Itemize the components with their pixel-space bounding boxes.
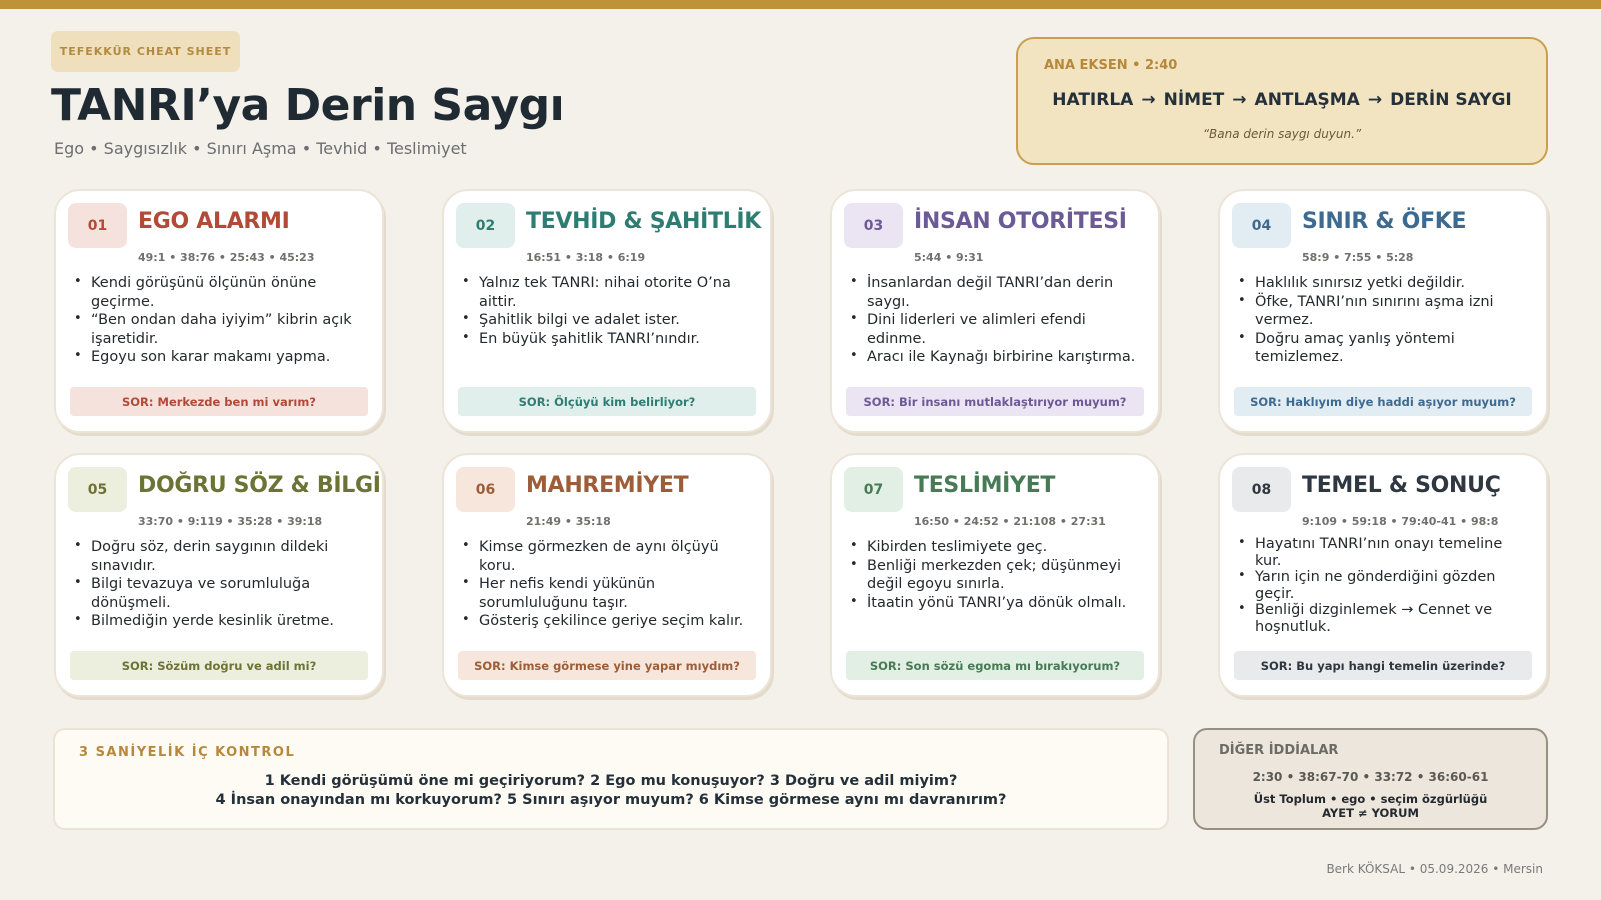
card-references: 58:9 • 7:55 • 5:28 — [1302, 251, 1414, 264]
list-item: • Kendi görüşünü ölçünün önüne geçirme. — [74, 274, 364, 311]
arrow-right-icon: → — [1141, 90, 1156, 110]
axis-flow — [1018, 90, 1546, 110]
card-bullet-list — [1238, 274, 1528, 367]
card-title: MAHREMİYET — [526, 473, 689, 498]
card-number-badge: 08 — [1232, 467, 1291, 512]
list-item: • Öfke, TANRI’nın sınırını aşma izni vermez. — [1238, 293, 1528, 330]
card-title: TESLİMİYET — [914, 473, 1056, 498]
list-item: • Bilmediğin yerde kesinlik üretme. — [74, 612, 364, 631]
other-claims-label: DİĞER İDDİALAR — [1219, 743, 1339, 758]
list-item: • “Ben ondan daha iyiyim” kibrin açık işaretidir. — [74, 311, 364, 348]
card-references: 21:49 • 35:18 — [526, 515, 611, 528]
axis-step: ANTLAŞMA — [1254, 90, 1360, 110]
card-references: 9:109 • 59:18 • 79:40-41 • 98:8 — [1302, 515, 1499, 528]
card-title: SINIR & ÖFKE — [1302, 209, 1467, 234]
axis-step: NİMET — [1163, 90, 1225, 110]
card-title: EGO ALARMI — [138, 209, 290, 234]
list-item: • Aracı ile Kaynağı birbirine karıştırma. — [850, 348, 1140, 367]
card-bullet-list — [850, 538, 1140, 612]
card-number-badge: 02 — [456, 203, 515, 248]
card-temel-sonuc — [1218, 453, 1548, 697]
quick-check-label: 3 SANİYELİK İÇ KONTROL — [79, 745, 296, 760]
card-title: DOĞRU SÖZ & BİLGİ — [138, 473, 381, 498]
list-item: • Her nefis kendi yükünün sorumluluğunu taşır. — [462, 575, 752, 612]
list-item: • İtaatin yönü TANRI’ya dönük olmalı. — [850, 594, 1140, 613]
card-number-badge: 01 — [68, 203, 127, 248]
card-bullet-list — [850, 274, 1140, 367]
arrow-right-icon: → — [1367, 90, 1383, 110]
card-bullet-list — [462, 538, 752, 631]
other-claims-references: 2:30 • 38:67-70 • 33:72 • 36:60-61 — [1252, 770, 1489, 784]
card-number-badge: 07 — [844, 467, 903, 512]
list-item: • Doğru söz, derin saygının dildeki sınavıdır. — [74, 538, 364, 575]
card-number-badge: 03 — [844, 203, 903, 248]
page-subtitle: Ego • Saygısızlık • Sınırı Aşma • Tevhid • Teslimiyet — [54, 139, 467, 158]
card-question: SOR: Sözüm doğru ve adil mi? — [70, 651, 368, 680]
quick-check-line: 4 İnsan onayından mı korkuyorum? 5 Sınırı aşıyor muyum? 6 Kimse görmese aynı mı davranırım? — [215, 792, 1007, 808]
card-question: SOR: Bu yapı hangi temelin üzerinde? — [1234, 651, 1532, 680]
card-question: SOR: Kimse görmese yine yapar mıydım? — [458, 651, 756, 680]
card-title: TEVHİD & ŞAHİTLİK — [526, 209, 762, 234]
list-item: • Yarın için ne gönderdiğini gözden geçir. — [1238, 569, 1528, 602]
card-question: SOR: Son sözü egoma mı bırakıyorum? — [846, 651, 1144, 680]
quick-check-line: 1 Kendi görüşümü öne mi geçiriyorum? 2 Ego mu konuşuyor? 3 Doğru ve adil miyim? — [264, 773, 958, 789]
list-item: • En büyük şahitlik TANRI’nındır. — [462, 330, 752, 349]
other-claims-text — [1195, 792, 1546, 820]
quick-check-panel — [53, 728, 1169, 830]
axis-label: ANA EKSEN • 2:40 — [1044, 58, 1178, 73]
list-item: • Kimse görmezken de aynı ölçüyü koru. — [462, 538, 752, 575]
list-item: • Hayatını TANRI’nın onayı temeline kur. — [1238, 536, 1528, 569]
list-item: • Egoyu son karar makamı yapma. — [74, 348, 364, 367]
list-item: • Şahitlik bilgi ve adalet ister. — [462, 311, 752, 330]
arrow-right-icon: → — [1232, 90, 1247, 110]
card-number-badge: 05 — [68, 467, 127, 512]
axis-quote: “Bana derin saygı duyun.” — [1202, 127, 1362, 141]
header-tag: TEFEKKÜR CHEAT SHEET — [51, 31, 240, 72]
card-references: 33:70 • 9:119 • 35:28 • 39:18 — [138, 515, 323, 528]
axis-step: DERİN SAYGI — [1390, 90, 1512, 110]
other-claims-panel — [1193, 728, 1548, 830]
card-teslimiyet — [830, 453, 1160, 697]
card-bullet-list — [1238, 536, 1528, 635]
card-question: SOR: Merkezde ben mi varım? — [70, 387, 368, 416]
other-claims-line: Üst Toplum • ego • seçim özgürlüğü — [1253, 792, 1488, 806]
card-number-badge: 06 — [456, 467, 515, 512]
card-tevhid-sahitlik — [442, 189, 772, 433]
card-references: 16:50 • 24:52 • 21:108 • 27:31 — [914, 515, 1106, 528]
list-item: • Benliği merkezden çek; düşünmeyi değil egoyu sınırla. — [850, 557, 1140, 594]
card-dogru-soz-bilgi — [54, 453, 384, 697]
card-insan-otoritesi — [830, 189, 1160, 433]
axis-step: HATIRLA — [1052, 90, 1134, 110]
list-item: • Gösteriş çekilince geriye seçim kalır. — [462, 612, 752, 631]
list-item: • Yalnız tek TANRI: nihai otorite O’na aittir. — [462, 274, 752, 311]
list-item: • İnsanlardan değil TANRI’dan derin saygı. — [850, 274, 1140, 311]
card-question: SOR: Ölçüyü kim belirliyor? — [458, 387, 756, 416]
card-references: 49:1 • 38:76 • 25:43 • 45:23 — [138, 251, 315, 264]
card-references: 16:51 • 3:18 • 6:19 — [526, 251, 646, 264]
list-item: • Dini liderleri ve alimleri efendi edinme. — [850, 311, 1140, 348]
card-number-badge: 04 — [1232, 203, 1291, 248]
top-accent-bar — [0, 0, 1601, 9]
card-question: SOR: Haklıyım diye haddi aşıyor muyum? — [1234, 387, 1532, 416]
card-title: TEMEL & SONUÇ — [1302, 473, 1501, 498]
card-ego-alarmi — [54, 189, 384, 433]
list-item: • Haklılık sınırsız yetki değildir. — [1238, 274, 1528, 293]
card-question: SOR: Bir insanı mutlaklaştırıyor muyum? — [846, 387, 1144, 416]
list-item: • Benliği dizginlemek → Cennet ve hoşnutluk. — [1238, 602, 1528, 635]
card-bullet-list — [74, 274, 364, 367]
footer-credit: Berk KÖKSAL • 05.09.2026 • Mersin — [1326, 862, 1543, 876]
card-title: İNSAN OTORİTESİ — [914, 209, 1127, 234]
card-mahremiyet — [442, 453, 772, 697]
page-title: TANRI’ya Derin Saygı — [51, 80, 565, 131]
main-axis-panel — [1016, 37, 1548, 165]
card-bullet-list — [462, 274, 752, 348]
card-bullet-list — [74, 538, 364, 631]
other-claims-line: AYET ≠ YORUM — [1322, 806, 1419, 820]
list-item: • Doğru amaç yanlış yöntemi temizlemez. — [1238, 330, 1528, 367]
list-item: • Kibirden teslimiyete geç. — [850, 538, 1140, 557]
card-sinir-ofke — [1218, 189, 1548, 433]
card-references: 5:44 • 9:31 — [914, 251, 984, 264]
list-item: • Bilgi tevazuya ve sorumluluğa dönüşmeli. — [74, 575, 364, 612]
